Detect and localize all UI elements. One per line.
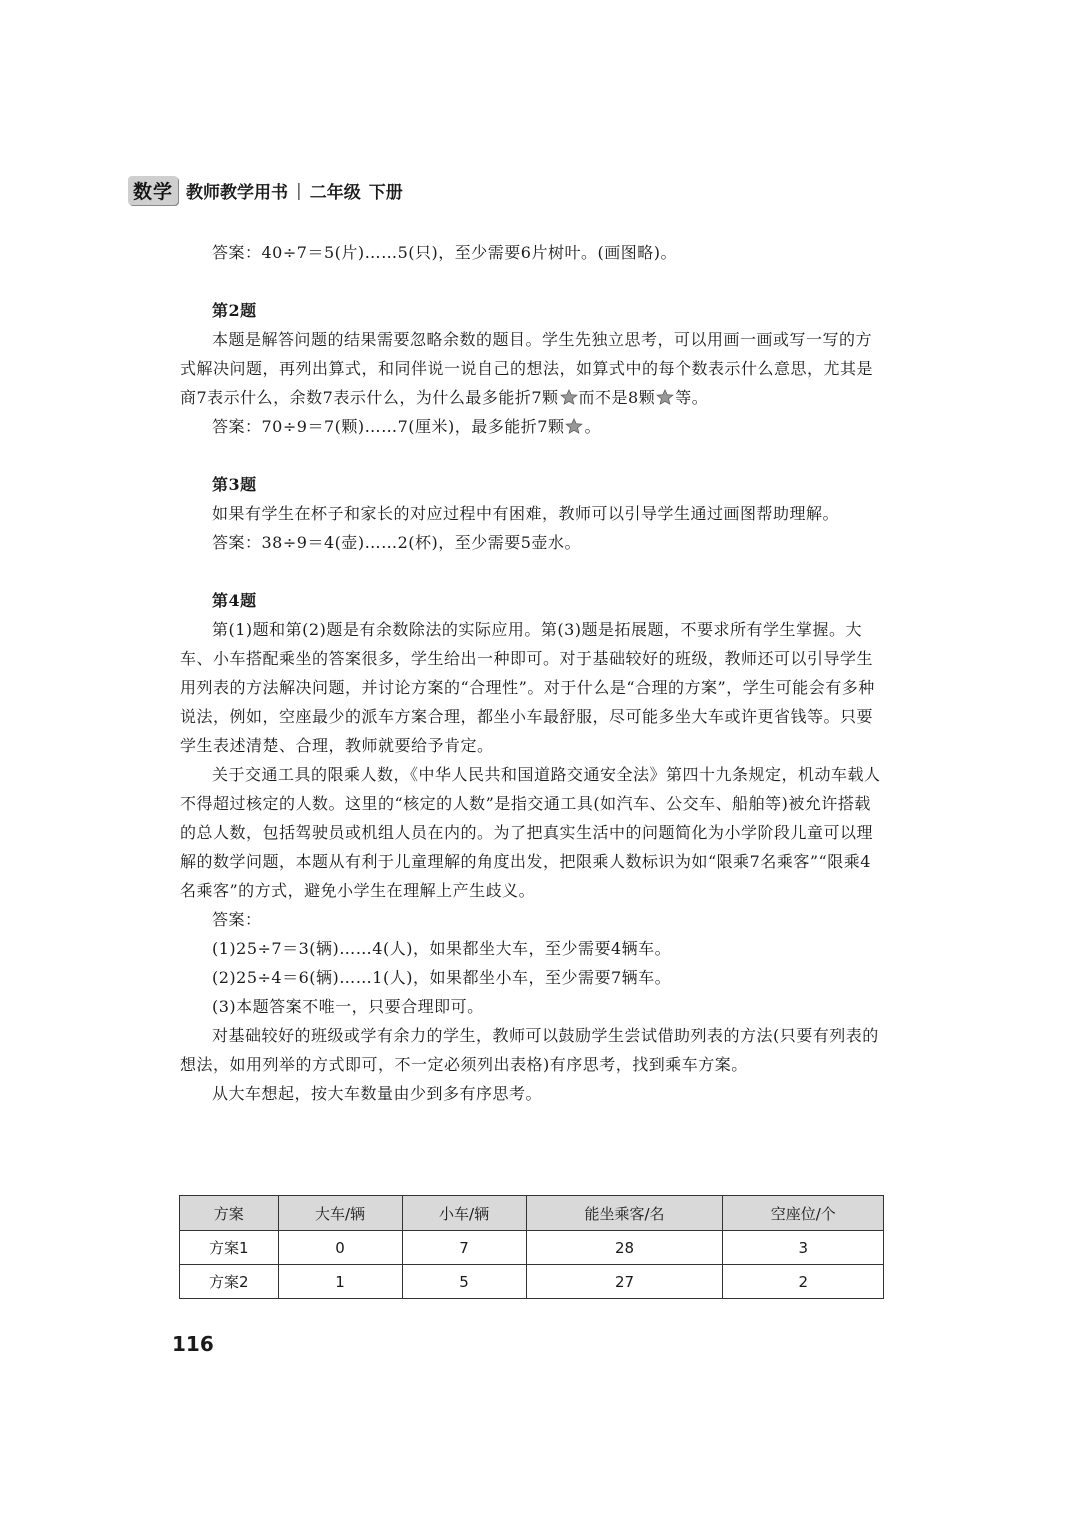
table-cell: 1 [278, 1265, 402, 1299]
table-header-row [180, 1196, 884, 1231]
question-4-paragraph-1: 第(1)题和第(2)题是有余数除法的实际应用。第(3)题是拓展题，不要求所有学生掌握。大车、小车搭配乘坐的答案很多，学生给出一种即可。对于基础较好的班级，教师还可以引导学生用列表的方法解决问题，并讨论方案的“合理性”。对于什么是“合理的方案”，学生可能会有多种说法，例如，空座最少的派车方案合理，都坐小车最舒服，尽可能多坐大车或许更省钱等。只要学生表述清楚、合理，教师就要给予肯定。 [180, 620, 875, 755]
q2-answer-end: 。 [584, 417, 601, 436]
q2-text-b: 而不是8颗 [578, 388, 656, 407]
q2-text-c: 等。 [675, 388, 709, 407]
question-4-paragraph-3: 对基础较好的班级或学有余力的学生，教师可以鼓励学生尝试借助列表的方法(只要有列表的想法，如用列举的方式即可，不一定必须列出表格)有序思考，找到乘车方案。 [180, 1026, 879, 1074]
table-cell: 3 [723, 1231, 884, 1265]
grade-label: 二年级 [309, 183, 361, 203]
table-row [180, 1265, 884, 1299]
table-header-cell: 大车/辆 [278, 1196, 402, 1231]
table-cell: 27 [526, 1265, 723, 1299]
question-4-answer-1: (1)25÷7＝3(辆)……4(人)，如果都坐大车，至少需要4辆车。 [212, 939, 672, 958]
table-header-cell: 能坐乘客/名 [526, 1196, 723, 1231]
table-cell: 0 [278, 1231, 402, 1265]
question-2-explanation [180, 325, 882, 412]
question-3-section [180, 470, 882, 557]
question-4-answer-label: 答案： [212, 910, 262, 929]
question-3-title: 第3题 [212, 475, 257, 494]
q2-text-a: 本题是解答问题的结果需要忽略余数的题目。学生先独立思考，可以用画一画或写一写的方式解决问题，再列出算式，和同伴说一说自己的想法，如算式中的每个数表示什么意思，尤其是商7表示什么，余数7表示什么，为什么最多能折7颗 [180, 330, 874, 407]
paper-star-icon [656, 389, 674, 405]
running-header [128, 176, 403, 205]
answer-q2 [180, 412, 882, 441]
table-cell: 方案2 [180, 1265, 279, 1299]
table-cell: 2 [723, 1265, 884, 1299]
book-title: 教师教学用书 [186, 183, 289, 203]
seating-plan-table [179, 1195, 884, 1299]
table-row [180, 1231, 884, 1265]
question-4-answer-2: (2)25÷4＝6(辆)……1(人)，如果都坐小车，至少需要7辆车。 [212, 968, 672, 987]
header-separator: | [296, 180, 302, 201]
answer-q1: 答案：40÷7＝5(片)……5(只)，至少需要6片树叶。(画图略)。 [212, 243, 677, 262]
table-header-cell: 空座位/个 [723, 1196, 884, 1231]
table-cell: 7 [402, 1231, 526, 1265]
volume-label: 下册 [368, 183, 403, 203]
table-cell: 方案1 [180, 1231, 279, 1265]
table-header-cell: 方案 [180, 1196, 279, 1231]
question-4-paragraph-4: 从大车想起，按大车数量由少到多有序思考。 [212, 1084, 543, 1103]
table-header-cell: 小车/辆 [402, 1196, 526, 1231]
q2-answer-text: 答案：70÷9＝7(颗)……7(厘米)，最多能折7颗 [212, 417, 565, 436]
table-cell: 5 [402, 1265, 526, 1299]
question-4-paragraph-2: 关于交通工具的限乘人数，《中华人民共和国道路交通安全法》第四十九条规定，机动车载人不得超过核定的人数。这里的“核定的人数”是指交通工具(如汽车、公交车、船舶等)被允许搭载的总人数，包括驾驶员或机组人员在内的。为了把真实生活中的问题简化为小学阶段儿童可以理解的数学问题，本题从有利于儿童理解的角度出发，把限乘人数标识为如“限乘7名乘客”“限乘4名乘客”的方式，避免小学生在理解上产生歧义。 [180, 765, 881, 900]
question-4-title: 第4题 [212, 591, 257, 610]
question-3-explanation: 如果有学生在杯子和家长的对应过程中有困难，教师可以引导学生通过画图帮助理解。 [212, 504, 840, 523]
answer-q3: 答案：38÷9＝4(壶)……2(杯)，至少需要5壶水。 [212, 533, 581, 552]
table-cell: 28 [526, 1231, 723, 1265]
question-2-title: 第2题 [212, 301, 257, 320]
question-2-section [180, 296, 882, 441]
page-body [180, 238, 882, 1108]
subject-logo: 数学 [128, 176, 178, 205]
question-4-section [180, 586, 882, 1108]
question-4-answer-3: (3)本题答案不唯一，只要合理即可。 [212, 997, 484, 1016]
paper-star-icon [565, 418, 583, 434]
paper-star-icon [560, 389, 578, 405]
page-number: 116 [172, 1332, 214, 1356]
